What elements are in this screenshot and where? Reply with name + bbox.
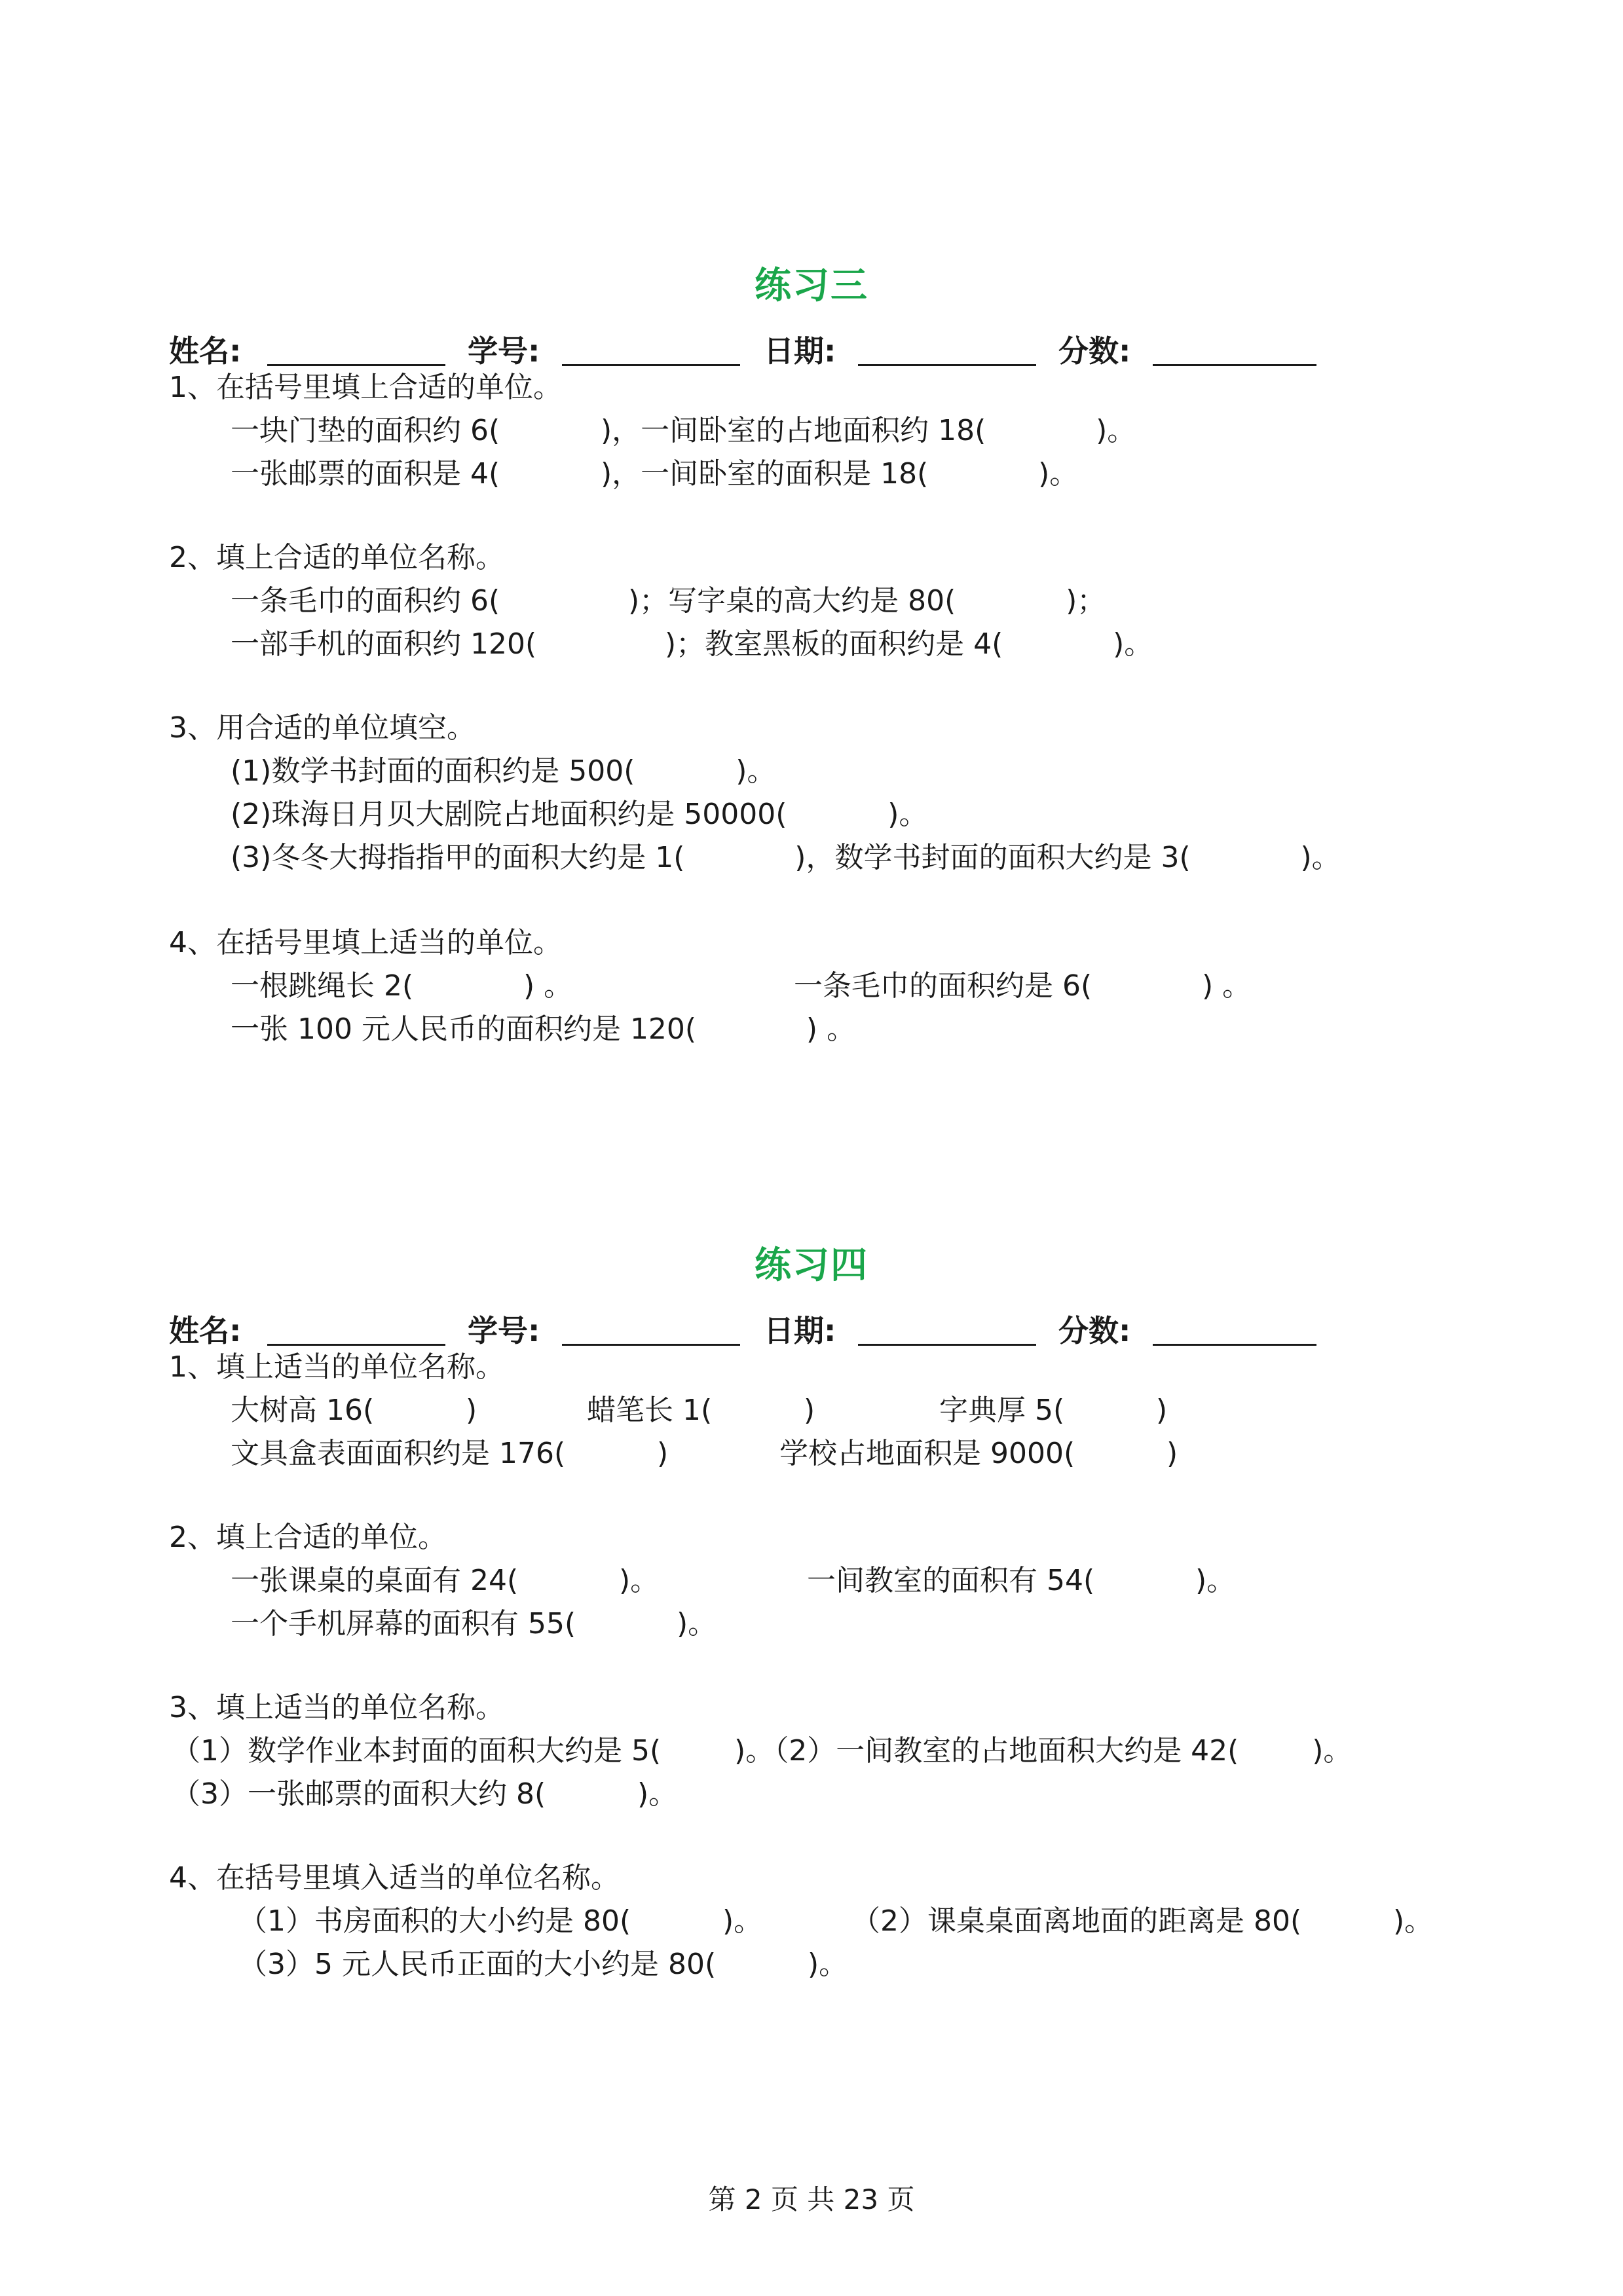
id-label: 学号: [468, 1313, 540, 1348]
question-line: 一块门垫的面积约 6( )，一间卧室的占地面积约 18( )。 [231, 414, 1136, 447]
score-blank[interactable] [1153, 364, 1316, 366]
question-line: 一张邮票的面积是 4( )，一间卧室的面积是 18( )。 [231, 457, 1079, 491]
question-line: 文具盒表面面积约是 176( ) [231, 1437, 669, 1470]
question-heading: 3、用合适的单位填空。 [169, 711, 476, 745]
question-line: （2）课桌桌面离地面的距离是 80( )。 [851, 1904, 1434, 1938]
question-line: 一条毛巾的面积约 6( )；写字桌的高大约是 80( )； [231, 584, 1106, 618]
score-blank[interactable] [1153, 1344, 1316, 1346]
page-footer: 第 2 页 共 23 页 [708, 2183, 915, 2215]
question-line: 蜡笔长 1( ) [587, 1394, 815, 1427]
section-title: 练习四 [755, 1244, 868, 1287]
question-heading: 4、在括号里填入适当的单位名称。 [169, 1861, 620, 1895]
question-line: （3）一张邮票的面积大约 8( )。 [172, 1777, 678, 1811]
question-line: 一个手机屏幕的面积有 55( )。 [231, 1607, 717, 1640]
question-line: 一间教室的面积有 54( )。 [807, 1564, 1236, 1597]
question-line: 字典厚 5( ) [939, 1394, 1168, 1427]
student-info-header [169, 327, 1361, 369]
question-line: 学校占地面积是 9000( ) [779, 1437, 1178, 1470]
name-label: 姓名: [169, 1313, 242, 1348]
date-label: 日期: [764, 1313, 836, 1348]
question-line: （1）数学作业本封面的面积大约是 5( )。（2）一间教室的占地面积大约是 42( )。 [172, 1734, 1352, 1768]
question-line: 一张课桌的桌面有 24( )。 [231, 1564, 660, 1597]
name-blank[interactable] [267, 364, 445, 366]
question-line: 一条毛巾的面积约是 6( ) 。 [794, 969, 1252, 1003]
question-heading: 2、填上合适的单位名称。 [169, 541, 504, 574]
question-line: (1)数学书封面的面积约是 500( )。 [231, 754, 776, 788]
question-line: （1）书房面积的大小约是 80( )。 [238, 1904, 763, 1938]
id-blank[interactable] [562, 1344, 740, 1346]
date-label: 日期: [764, 333, 836, 369]
name-blank[interactable] [267, 1344, 445, 1346]
student-info-header [169, 1307, 1361, 1349]
date-blank[interactable] [858, 364, 1036, 366]
score-label: 分数: [1058, 1313, 1131, 1348]
question-heading: 1、在括号里填上合适的单位。 [169, 371, 562, 404]
score-label: 分数: [1058, 333, 1131, 369]
question-heading: 3、填上适当的单位名称。 [169, 1691, 504, 1724]
id-blank[interactable] [562, 364, 740, 366]
question-line: 一根跳绳长 2( ) 。 [231, 969, 573, 1003]
question-line: 一张 100 元人民币的面积约是 120( ) 。 [231, 1012, 856, 1046]
question-heading: 4、在括号里填上适当的单位。 [169, 926, 562, 959]
question-heading: 2、填上合适的单位。 [169, 1521, 447, 1554]
name-label: 姓名: [169, 333, 242, 369]
question-heading: 1、填上适当的单位名称。 [169, 1350, 504, 1384]
section-title: 练习三 [755, 265, 868, 307]
question-line: (2)珠海日月贝大剧院占地面积约是 50000( )。 [231, 798, 928, 831]
question-line: 大树高 16( ) [231, 1394, 477, 1427]
id-label: 学号: [468, 333, 540, 369]
date-blank[interactable] [858, 1344, 1036, 1346]
question-line: (3)冬冬大拇指指甲的面积大约是 1( )，数学书封面的面积大约是 3( )。 [231, 841, 1341, 874]
question-line: （3）5 元人民币正面的大小约是 80( )。 [238, 1948, 848, 1981]
question-line: 一部手机的面积约 120( )；教室黑板的面积约是 4( )。 [231, 627, 1153, 661]
